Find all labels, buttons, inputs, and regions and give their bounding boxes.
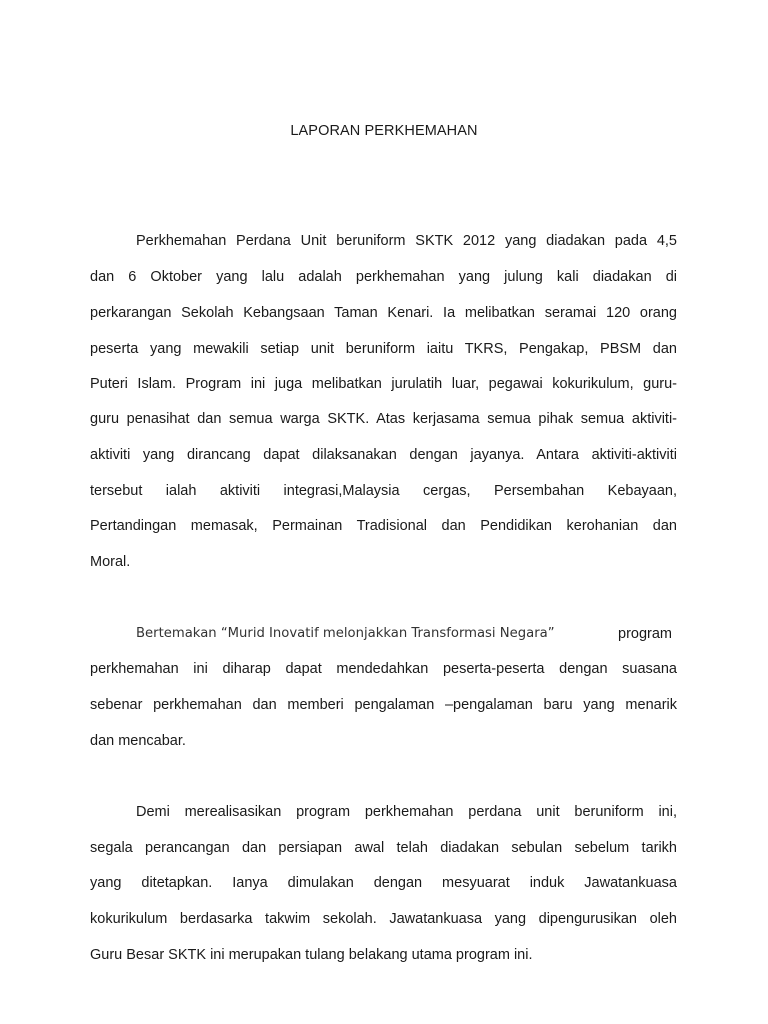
paragraph-1-line-4: peserta yang mewakili setiap unit beruniform iaitu TKRS, Pengakap, PBSM dan <box>90 341 677 357</box>
paragraph-3-line-5: Guru Besar SKTK ini merupakan tulang belakang utama program ini. <box>90 947 533 963</box>
paragraph-2-line-4: dan mencabar. <box>90 733 186 749</box>
paragraph-3-line-3: yang ditetapkan. Ianya dimulakan dengan mesyuarat induk Jawatankuasa <box>90 875 677 891</box>
paragraph-3-line-1: Demi merealisasikan program perkhemahan perdana unit beruniform ini, <box>136 804 677 820</box>
paragraph-2-line-3: sebenar perkhemahan dan memberi pengalaman –pengalaman baru yang menarik <box>90 697 677 713</box>
paragraph-1-line-6: guru penasihat dan semua warga SKTK. Atas kerjasama semua pihak semua aktiviti- <box>90 411 677 427</box>
document-title: LAPORAN PERKHEMAHAN <box>290 123 478 139</box>
paragraph-3-line-2: segala perancangan dan persiapan awal telah diadakan sebulan sebelum tarikh <box>90 840 677 856</box>
paragraph-2-line-1-end: program <box>618 626 672 642</box>
paragraph-1-line-7: aktiviti yang dirancang dapat dilaksanakan dengan jayanya. Antara aktiviti-aktiviti <box>90 447 677 463</box>
paragraph-3-line-4: kokurikulum berdasarka takwim sekolah. Jawatankuasa yang dipengurusikan oleh <box>90 911 677 927</box>
paragraph-1-line-10: Moral. <box>90 554 131 570</box>
paragraph-1-line-8: tersebut ialah aktiviti integrasi,Malaysia cergas, Persembahan Kebayaan, <box>90 483 677 499</box>
paragraph-2-theme-text: Bertemakan “Murid Inovatif melonjakkan Transformasi Negara” <box>136 626 555 641</box>
paragraph-1-line-3: perkarangan Sekolah Kebangsaan Taman Kenari. Ia melibatkan seramai 120 orang <box>90 305 677 321</box>
paragraph-2-line-2: perkhemahan ini diharap dapat mendedahkan peserta-peserta dengan suasana <box>90 661 677 677</box>
paragraph-1-line-2: dan 6 Oktober yang lalu adalah perkhemahan yang julung kali diadakan di <box>90 269 677 285</box>
paragraph-1-line-9: Pertandingan memasak, Permainan Tradisional dan Pendidikan kerohanian dan <box>90 518 677 534</box>
paragraph-1-line-1: Perkhemahan Perdana Unit beruniform SKTK 2012 yang diadakan pada 4,5 <box>136 233 677 249</box>
paragraph-1-line-5: Puteri Islam. Program ini juga melibatkan jurulatih luar, pegawai kokurikulum, guru- <box>90 376 677 392</box>
